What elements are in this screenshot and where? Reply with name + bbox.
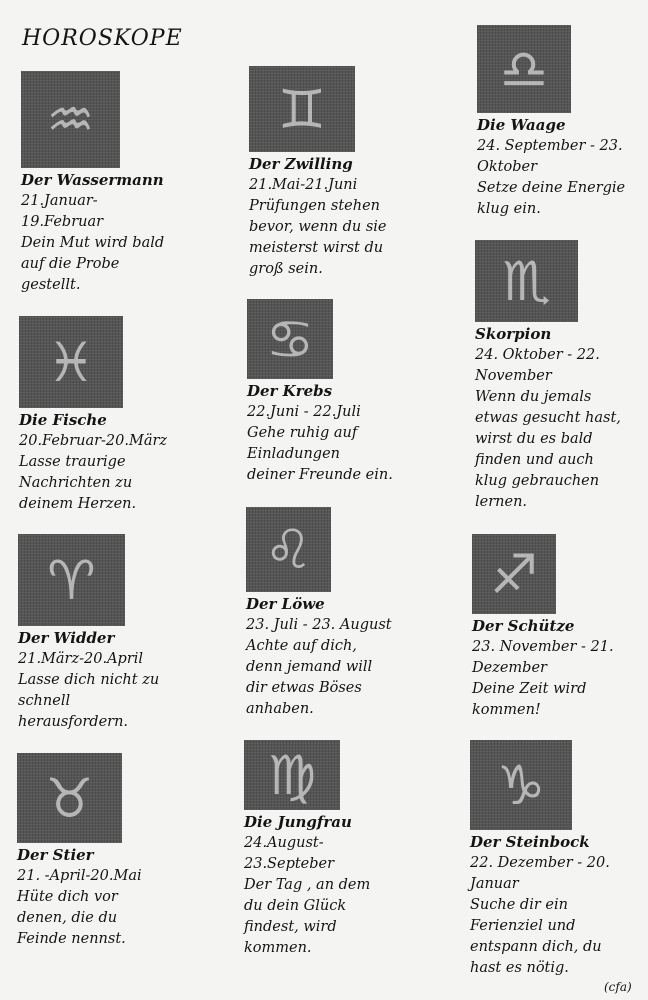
sign-text-line: Achte auf dich, xyxy=(246,638,357,654)
sign-text-line: Deine Zeit wird xyxy=(472,681,587,697)
gemini-icon xyxy=(249,66,355,152)
sign-text-line: entspann dich, du xyxy=(470,939,602,955)
sign-text-line: Januar xyxy=(470,876,519,892)
sign-name: Skorpion xyxy=(475,325,552,343)
sign-text-line: Nachrichten zu xyxy=(19,475,133,491)
sign-name: Die Waage xyxy=(477,116,566,134)
sign-text-line: Einladungen xyxy=(247,446,341,462)
zodiac-glyph: ♈ xyxy=(47,548,96,612)
sagittarius-icon xyxy=(472,534,556,614)
sign-text-line: Setze deine Energie xyxy=(477,180,626,196)
zodiac-glyph: ♏ xyxy=(502,249,551,313)
horoscope-zwilling xyxy=(249,66,387,280)
zodiac-glyph: ♊ xyxy=(277,77,327,141)
sign-text-line: Ferienziel und xyxy=(470,918,576,934)
sign-text-line: Gehe ruhig auf xyxy=(247,425,358,441)
sign-text-line: deinem Herzen. xyxy=(19,496,137,512)
aquarius-icon xyxy=(21,71,120,168)
sign-text-line: Der Tag , an dem xyxy=(244,877,371,893)
zodiac-glyph: ♉ xyxy=(45,766,94,830)
zodiac-glyph: ♎ xyxy=(499,37,549,101)
cancer-icon xyxy=(247,299,333,379)
sign-text-line: Lasse dich nicht zu xyxy=(18,672,160,688)
sign-text-line: Lasse traurige xyxy=(19,454,126,470)
zodiac-glyph: ♍ xyxy=(267,743,317,807)
sign-text-line: Prüfungen stehen xyxy=(249,198,380,214)
horoscope-wassermann xyxy=(21,71,164,296)
sign-text-line: deiner Freunde ein. xyxy=(247,467,393,483)
sign-text-line: klug ein. xyxy=(477,201,541,217)
sign-text-line: herausfordern. xyxy=(18,714,129,730)
horoscope-schuetze xyxy=(472,534,614,721)
horoscope-skorpion xyxy=(475,240,621,513)
sign-text-line: auf die Probe xyxy=(21,256,120,272)
horoscope-waage xyxy=(477,25,625,220)
sign-text-line: 24. September - 23. xyxy=(477,138,623,154)
sign-text-line: meisterst wirst du xyxy=(249,240,384,256)
sign-text-line: dir etwas Böses xyxy=(246,680,362,696)
taurus-icon xyxy=(17,753,122,843)
sign-text-line: 23. Juli - 23. August xyxy=(246,617,392,633)
sign-text-line: Feinde nennst. xyxy=(17,931,126,947)
horoscope-loewe xyxy=(246,507,392,720)
sign-text-line: schnell xyxy=(18,693,71,709)
sign-text-line: kommen! xyxy=(472,702,541,718)
sign-text-line: finden und auch xyxy=(475,452,594,468)
virgo-icon xyxy=(244,740,340,810)
sign-text-line: Dezember xyxy=(472,660,547,676)
sign-text-line: hast es nötig. xyxy=(470,960,569,976)
libra-icon xyxy=(477,25,571,113)
leo-icon xyxy=(246,507,331,592)
sign-text-line: Hüte dich vor xyxy=(17,889,118,905)
sign-text-line: 20.Februar-20.März xyxy=(19,433,168,449)
sign-text-line: kommen. xyxy=(244,940,312,956)
zodiac-glyph: ♋ xyxy=(265,307,315,371)
horoscope-krebs xyxy=(247,299,393,486)
horoscope-jungfrau xyxy=(244,740,370,959)
sign-text-line: Wenn du jemals xyxy=(475,389,592,405)
zodiac-glyph: ♒ xyxy=(46,88,95,151)
sign-text-line: 23. November - 21. xyxy=(472,639,614,655)
zodiac-glyph: ♑ xyxy=(496,753,546,817)
sign-name: Der Krebs xyxy=(247,382,333,400)
sign-text-line: wirst du es bald xyxy=(475,431,593,447)
sign-name: Der Steinbock xyxy=(470,833,590,851)
sign-name: Der Schütze xyxy=(472,617,575,635)
sign-text-line: groß sein. xyxy=(249,261,323,277)
sign-text-line: 21.Mai-21.Juni xyxy=(249,177,358,193)
sign-name: Der Wassermann xyxy=(21,171,164,189)
horoscope-stier xyxy=(17,753,142,950)
sign-text-line: 21.März-20.April xyxy=(18,651,144,667)
horoscope-steinbock xyxy=(470,740,610,979)
sign-name: Die Fische xyxy=(19,411,107,429)
sign-text-line: 22.Juni - 22.Juli xyxy=(247,404,361,420)
sign-name: Der Löwe xyxy=(246,595,325,613)
sign-text-line: du dein Glück xyxy=(244,898,347,914)
zodiac-glyph: ♓ xyxy=(46,330,96,394)
capricorn-icon xyxy=(470,740,572,830)
sign-name: Der Zwilling xyxy=(249,155,353,173)
pisces-icon xyxy=(19,316,123,408)
sign-text-line: 22. Dezember - 20. xyxy=(470,855,610,871)
sign-text-line: denen, die du xyxy=(17,910,118,926)
sign-text-line: 21.Januar- xyxy=(21,193,98,209)
scorpio-icon xyxy=(475,240,578,322)
page-title: HOROSKOPE xyxy=(22,26,183,51)
sign-text-line: denn jemand will xyxy=(246,659,373,675)
sign-text-line: 19.Februar xyxy=(21,214,104,230)
sign-text-line: Dein Mut wird bald xyxy=(21,235,165,251)
horoscope-fische xyxy=(19,316,167,515)
sign-text-line: etwas gesucht hast, xyxy=(475,410,621,426)
sign-text-line: 24.August- xyxy=(244,835,324,851)
sign-text-line: November xyxy=(475,368,552,384)
author-initials: (cfa) xyxy=(604,980,632,994)
sign-name: Der Stier xyxy=(17,846,94,864)
sign-text-line: 24. Oktober - 22. xyxy=(475,347,600,363)
sign-text-line: klug gebrauchen xyxy=(475,473,600,489)
sign-text-line: Suche dir ein xyxy=(470,897,568,913)
sign-text-line: anhaben. xyxy=(246,701,314,717)
sign-text-line: 21. -April-20.Mai xyxy=(17,868,142,884)
sign-text-line: 23.Septeber xyxy=(244,856,335,872)
zodiac-glyph: ♌ xyxy=(264,518,313,581)
aries-icon xyxy=(18,534,125,626)
sign-name: Der Widder xyxy=(18,629,115,647)
sign-text-line: bevor, wenn du sie xyxy=(249,219,387,235)
sign-text-line: Oktober xyxy=(477,159,538,175)
zodiac-glyph: ♐ xyxy=(489,542,539,606)
sign-text-line: lernen. xyxy=(475,494,528,510)
sign-name: Die Jungfrau xyxy=(244,813,352,831)
sign-text-line: findest, wird xyxy=(244,919,337,935)
sign-text-line: gestellt. xyxy=(21,277,81,293)
horoscope-widder xyxy=(18,534,159,733)
